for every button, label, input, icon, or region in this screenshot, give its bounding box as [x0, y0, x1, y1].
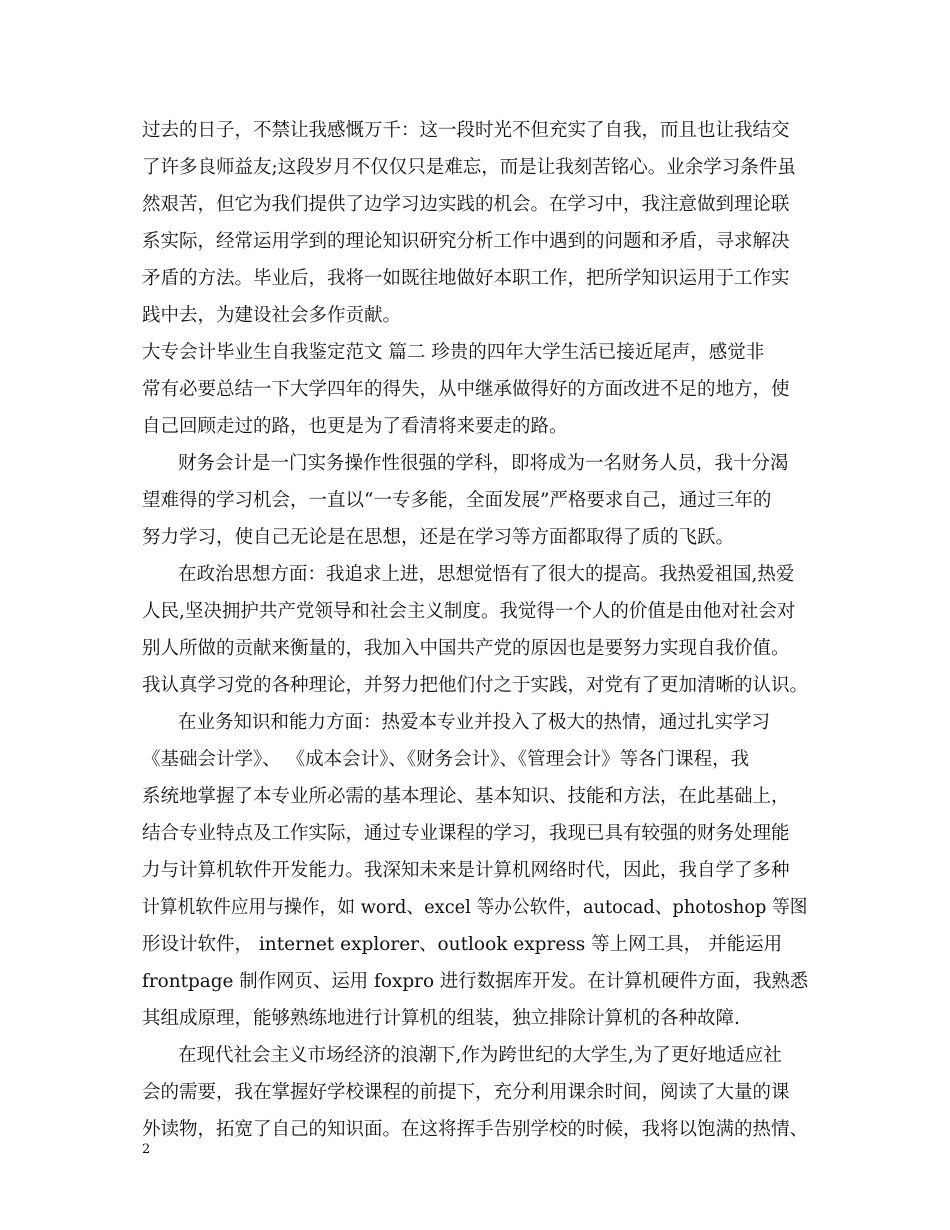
- text-line: 过去的日子，不禁让我感慨万千：这一段时光不但充实了自我，而且也让我结交: [142, 120, 790, 141]
- text-line: 外读物，拓宽了自己的知识面。在这将挥手告别学校的时候，我将以饱满的热情、: [142, 1119, 809, 1140]
- text-line: 努力学习，使自己无论是在思想，还是在学习等方面都取得了质的飞跃。: [142, 527, 735, 548]
- text-line: 然艰苦，但它为我们提供了边学习边实践的机会。在学习中，我注意做到理论联: [142, 194, 790, 215]
- text-line: 自己回顾走过的路，也更是为了看清将来要走的路。: [142, 416, 568, 437]
- text-line: 力与计算机软件开发能力。我深知未来是计算机网络时代，因此，我自学了多种: [142, 860, 790, 881]
- paragraph-first-line: 在现代社会主义市场经济的浪潮下,作为跨世纪的大学生,为了更好地适应社: [178, 1045, 782, 1066]
- text-line: 计算机软件应用与操作，如 word、excel 等办公软件，autocad、photoshop 等图: [142, 897, 808, 918]
- text-line: 常有必要总结一下大学四年的得失，从中继承做得好的方面改进不足的地方，使: [142, 379, 790, 400]
- section-heading-line: 大专会计毕业生自我鉴定范文 篇二 珍贵的四年大学生活已接近尾声，感觉非: [142, 342, 765, 363]
- paragraph-first-line: 在政治思想方面：我追求上进，思想觉悟有了很大的提高。我热爱祖国,热爱: [178, 564, 795, 585]
- text-line: 其组成原理，能够熟练地进行计算机的组装，独立排除计算机的各种故障.: [142, 1008, 740, 1029]
- paragraph-first-line: 在业务知识和能力方面：热爱本专业并投入了极大的热情，通过扎实学习: [178, 712, 771, 733]
- text-line: 我认真学习党的各种理论，并努力把他们付之于实践，对党有了更加清晰的认识。: [142, 675, 809, 696]
- text-line: 形设计软件， internet explorer、outlook express 等上网工具， 并能运用: [142, 934, 783, 955]
- text-line: 了许多良师益友;这段岁月不仅仅只是难忘，而是让我刻苦铭心。业余学习条件虽: [142, 157, 796, 178]
- text-line: 望难得的学习机会，一直以“一专多能，全面发展”严格要求自己，通过三年的: [142, 490, 772, 511]
- text-line: 人民,坚决拥护共产党领导和社会主义制度。我觉得一个人的价值是由他对社会对: [142, 601, 796, 622]
- text-line: 会的需要，我在掌握好学校课程的前提下，充分利用课余时间，阅读了大量的课: [142, 1082, 790, 1103]
- paragraph-first-line: 财务会计是一门实务操作性很强的学科，即将成为一名财务人员，我十分渴: [178, 453, 789, 474]
- text-line: frontpage 制作网页、运用 foxpro 进行数据库开发。在计算机硬件方面，我熟悉: [142, 971, 809, 992]
- text-line: 系实际，经常运用学到的理论知识研究分析工作中遇到的问题和矛盾，寻求解决: [142, 231, 790, 252]
- text-line: 《基础会计学》、 《成本会计》、《财务会计》、《管理会计》等各门课程，我: [142, 749, 750, 770]
- page-number: 2: [142, 1142, 151, 1157]
- text-line: 结合专业特点及工作实际，通过专业课程的学习，我现已具有较强的财务处理能: [142, 823, 790, 844]
- text-line: 矛盾的方法。毕业后，我将一如既往地做好本职工作，把所学知识运用于工作实: [142, 268, 790, 289]
- text-line: 践中去，为建设社会多作贡献。: [142, 305, 402, 326]
- text-line: 别人所做的贡献来衡量的，我加入中国共产党的原因也是要努力实现自我价值。: [142, 638, 790, 659]
- text-line: 系统地掌握了本专业所必需的基本理论、基本知识、技能和方法，在此基础上，: [142, 786, 790, 807]
